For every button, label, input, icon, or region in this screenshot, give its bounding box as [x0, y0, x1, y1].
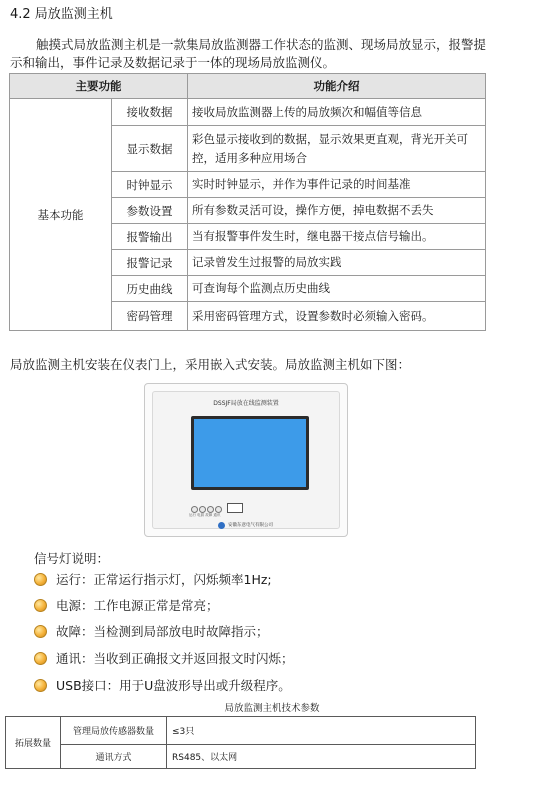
function-name: 报警记录	[112, 250, 188, 276]
function-name: 密码管理	[112, 302, 188, 331]
function-desc: 彩色显示接收到的数据，显示效果更直观，背光开关可控，适用多种应用场合	[188, 126, 486, 172]
signal-text: 故障：当检测到局部放电时故障指示；	[56, 624, 269, 639]
device-image	[144, 383, 348, 537]
power-led-icon	[199, 506, 206, 513]
signal-text: 通讯：当收到正确报文并返回报文时闪烁；	[56, 651, 294, 666]
function-table	[9, 73, 486, 331]
signal-text: USB接口：用于U盘波形导出或升级程序。	[56, 678, 291, 693]
bullet-icon	[34, 573, 47, 586]
function-name: 参数设置	[112, 198, 188, 224]
list-item	[34, 569, 272, 589]
function-name: 显示数据	[112, 126, 188, 172]
signal-text: 电源：工作电源正常是常亮；	[56, 598, 219, 613]
table-row	[6, 745, 476, 769]
comm-led-icon	[215, 506, 222, 513]
spec-table	[5, 716, 476, 769]
list-item	[34, 675, 291, 695]
install-text: 局放监测主机安装在仪表门上，采用嵌入式安装。局放监测主机如下图：	[10, 357, 411, 372]
function-name: 报警输出	[112, 224, 188, 250]
list-item	[34, 648, 294, 668]
bullet-icon	[34, 652, 47, 665]
function-desc: 实时时钟显示，并作为事件记录的时间基准	[188, 172, 486, 198]
signal-text: 运行：正常运行指示灯，闪烁频率1Hz;	[56, 572, 272, 587]
function-desc: 采用密码管理方式，设置参数时必须输入密码。	[188, 302, 486, 331]
section-heading: 4.2 局放监测主机	[10, 7, 113, 22]
spec-category: 拓展数量	[6, 717, 61, 769]
function-name: 时钟显示	[112, 172, 188, 198]
signal-title: 信号灯说明：	[34, 551, 110, 566]
spec-value: RS485、以太网	[167, 745, 476, 769]
led-labels: 运行 电源 故障 通讯	[189, 513, 221, 517]
list-item	[34, 621, 269, 641]
function-desc: 记录曾发生过报警的局放实践	[188, 250, 486, 276]
header-main-function: 主要功能	[10, 74, 188, 99]
intro-paragraph: 触摸式局放监测主机是一款集局放监测器工作状态的监测、现场局放显示，报警提示和输出，事件记录及数据记录于一体的现场局放监测仪。	[10, 37, 487, 70]
header-function-intro: 功能介绍	[188, 74, 486, 99]
fault-led-icon	[207, 506, 214, 513]
run-led-icon	[191, 506, 198, 513]
company-logo-icon	[218, 522, 225, 529]
spec-name: 管理局放传感器数量	[61, 717, 167, 745]
bullet-icon	[34, 625, 47, 638]
usb-port-icon	[227, 503, 243, 513]
device-title: DSSJF局放在线监测装置	[213, 400, 279, 407]
function-desc: 所有参数灵活可设，操作方便，掉电数据不丢失	[188, 198, 486, 224]
function-name: 接收数据	[112, 99, 188, 126]
spec-table-title: 局放监测主机技术参数	[224, 703, 320, 714]
function-table-header	[10, 74, 486, 99]
spec-value: ≤3只	[167, 717, 476, 745]
function-desc: 当有报警事件发生时，继电器干接点信号输出。	[188, 224, 486, 250]
device-front-panel	[152, 391, 340, 529]
list-item	[34, 595, 219, 615]
category-cell: 基本功能	[10, 99, 112, 331]
company-name: 安徽东意电气有限公司	[228, 523, 273, 528]
bullet-icon	[34, 679, 47, 692]
function-desc: 可查询每个监测点历史曲线	[188, 276, 486, 302]
table-row	[6, 717, 476, 745]
spec-name: 通讯方式	[61, 745, 167, 769]
device-screen	[191, 416, 309, 490]
table-row	[10, 99, 486, 126]
function-name: 历史曲线	[112, 276, 188, 302]
function-desc: 接收局放监测器上传的局放频次和幅值等信息	[188, 99, 486, 126]
bullet-icon	[34, 599, 47, 612]
